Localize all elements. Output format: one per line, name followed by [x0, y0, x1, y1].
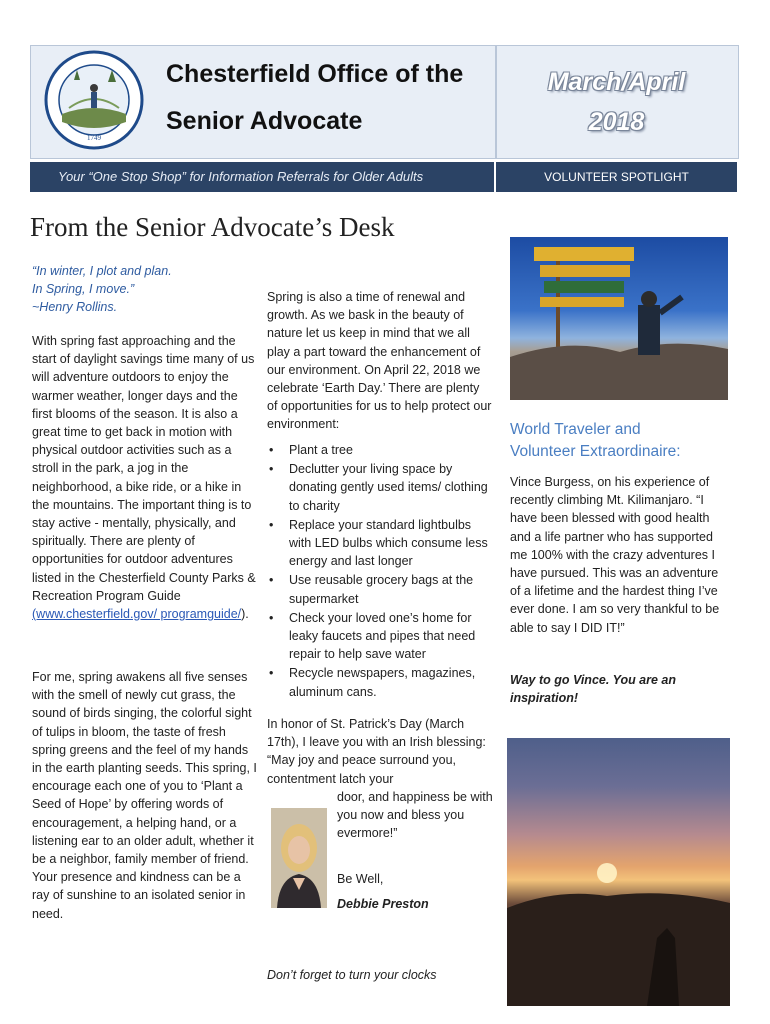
opening-quote: [32, 262, 172, 316]
mountain-sunrise-photo: [507, 738, 730, 1006]
issue-date-year: 2018: [588, 108, 645, 136]
svg-text:1749: 1749: [87, 134, 101, 142]
tagline-text: Your “One Stop Shop” for Information Referrals for Older Adults: [58, 169, 424, 184]
list-item: • Use reusable grocery bags at the supermarket: [267, 571, 493, 607]
spotlight-cheer: Way to go Vince. You are an inspiration!: [510, 673, 677, 705]
program-guide-link[interactable]: (www.chesterfield.gov/ programguide/: [32, 607, 242, 622]
newsletter-title-line2: Senior Advocate: [166, 107, 363, 135]
newsletter-title-line1: Chesterfield Office of the: [166, 60, 464, 88]
list-item: • Declutter your living space by donating gently used items/ clothing to charity: [267, 460, 493, 515]
list-item: • Replace your standard lightbulbs with LED bulbs which consume less energy and last longer: [267, 516, 493, 571]
list-item: • Check your loved one’s home for leaky faucets and pipes that need repair to help save water: [267, 609, 493, 664]
kilimanjaro-summit-photo: [510, 237, 728, 400]
environment-tips-list: [267, 441, 493, 702]
paragraph-irish-blessing: In honor of St. Patrick’s Day (March 17th), I leave you with an Irish blessing: “May joy and peace surround you, contentment latch your: [267, 717, 486, 786]
author-signature: Debbie Preston: [337, 897, 429, 911]
spotlight-label: VOLUNTEER SPOTLIGHT: [544, 170, 689, 184]
issue-date-panel: [496, 45, 739, 159]
paragraph-text: ).: [241, 607, 249, 622]
section-title: From the Senior Advocate’s Desk: [30, 212, 395, 242]
spotlight-heading-line2: Volunteer Extraordinaire:: [510, 443, 681, 460]
quote-line: In Spring, I move.”: [32, 282, 135, 296]
paragraph-spring-intro: [32, 332, 260, 623]
paragraph-irish-blessing-cont: door, and happiness be with you now and bless you evermore!”: [337, 790, 493, 841]
list-item: • Recycle newspapers, magazines, aluminum cans.: [267, 664, 493, 700]
quote-line: “In winter, I plot and plan.: [32, 264, 172, 278]
paragraph-earth-day: Spring is also a time of renewal and growth. As we bask in the beauty of nature let us keep in mind that we all play a part toward the enhancement of our environment. On April 22, 2018 we celebrate ‘Earth Day.’ There are plenty of opportunities for us to help protect our environment:: [267, 290, 492, 432]
spotlight-story: Vince Burgess, on his experience of recently climbing Mt. Kilimanjaro. “I have been blessed with good health and a life partner who has supported me 100% with the crazy adventures I have pursued. This was an adventure of a lifetime and the hardest thing I’ve ever done. I am so very thankful to be able to say I DID IT!”: [510, 475, 720, 635]
clock-reminder-text: Don’t forget to turn your clocks: [267, 968, 437, 982]
spotlight-heading-line1: World Traveler and: [510, 421, 641, 438]
county-seal-logo: [44, 50, 144, 150]
author-photo: [271, 808, 327, 908]
quote-attribution: ~Henry Rollins.: [32, 300, 118, 314]
closing-text: Be Well,: [337, 872, 384, 886]
issue-date-months: March/April: [547, 68, 686, 96]
paragraph-five-senses: For me, spring awakens all five senses with the smell of newly cut grass, the sound of birds singing, the colorful sight of tulips in bloom, the taste of fresh spring greens and the feel of my hands in the earth planting seeds. This spring, I encourage each one of you to ‘Plant a Seed of Hope’ by offering words of encouragement, a helping hand, or a listening ear to an older adult, whether it be a neighbor, family member of friend. Your presence and kindness can be a ray of sunshine to an isolated senior in need.: [32, 670, 257, 921]
paragraph-text: With spring fast approaching and the start of daylight savings time many of us will adventure outdoors to enjoy the warmer weather, longer days and the first blooms of the season. It is also a great time to get back in motion with physical outdoor activities such as a stroll in the park, a jog in the neighborhood, a bike ride, or a hike in the mountains. The important thing is to stay active - mentally, physically, and spiritually. There are plenty of opportunities for outdoor adventures listed in the Chesterfield County Parks & Recreation Program Guide: [32, 334, 256, 603]
list-item: • Plant a tree: [267, 441, 493, 459]
